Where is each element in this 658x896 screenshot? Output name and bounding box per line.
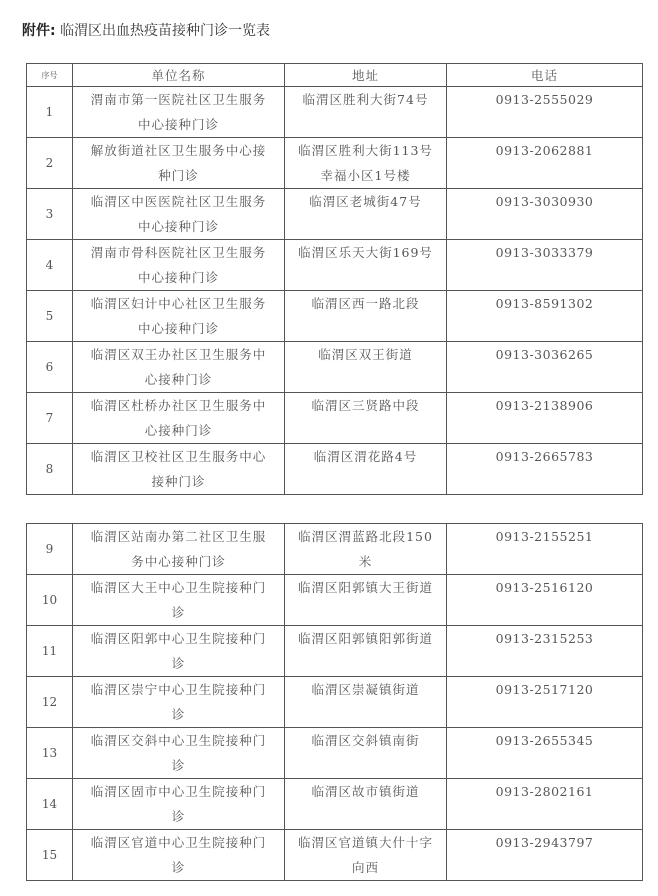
- row-seq: 14: [27, 779, 73, 830]
- row-address-line: 临渭区双王街道: [318, 347, 413, 362]
- row-address: [285, 189, 447, 240]
- row-unit-name-line: 诊: [171, 809, 186, 824]
- row-unit-name-line: 务中心接种门诊: [131, 554, 226, 569]
- row-address-line: 临渭区三贤路中段: [311, 398, 420, 413]
- row-seq: 15: [27, 830, 73, 881]
- row-unit-name: [73, 393, 285, 444]
- row-address-line: 临渭区官道镇大什十字: [297, 835, 433, 850]
- table-row: [27, 677, 643, 728]
- row-seq: 8: [27, 444, 73, 495]
- table-row: [27, 444, 643, 495]
- row-unit-name-line: 接种门诊: [151, 474, 206, 489]
- clinic-table-page-1: [26, 63, 643, 495]
- row-address: [285, 779, 447, 830]
- row-unit-name-line: 中心接种门诊: [137, 117, 219, 132]
- row-seq: 3: [27, 189, 73, 240]
- row-unit-name-line: 临渭区大王中心卫生院接种门: [90, 580, 267, 595]
- row-phone: 0913-2138906: [447, 393, 643, 444]
- row-address-line: 临渭区乐天大街169号: [298, 245, 433, 260]
- row-unit-name: [73, 626, 285, 677]
- row-unit-name-line: 临渭区中医医院社区卫生服务: [90, 194, 267, 209]
- row-unit-name: [73, 189, 285, 240]
- row-phone: 0913-3033379: [447, 240, 643, 291]
- row-address-line: 临渭区老城街47号: [309, 194, 422, 209]
- row-address-line: 临渭区西一路北段: [311, 296, 420, 311]
- row-address-line: 临渭区胜利大街113号: [298, 143, 433, 158]
- table-row: [27, 626, 643, 677]
- row-address: [285, 677, 447, 728]
- row-unit-name-line: 渭南市第一医院社区卫生服务: [90, 92, 267, 107]
- row-address: [285, 291, 447, 342]
- document-heading: [22, 20, 270, 40]
- row-unit-name-line: 临渭区阳郭中心卫生院接种门: [90, 631, 267, 646]
- heading-lead: 附件: [22, 23, 50, 39]
- row-unit-name: [73, 779, 285, 830]
- table-row: [27, 779, 643, 830]
- table-body-page-1: [27, 87, 643, 495]
- heading-colon: :: [50, 23, 56, 39]
- row-unit-name: [73, 830, 285, 881]
- row-unit-name-line: 临渭区崇宁中心卫生院接种门: [90, 682, 267, 697]
- row-unit-name: [73, 87, 285, 138]
- table-row: [27, 291, 643, 342]
- row-address-line: 临渭区阳郭镇大王街道: [297, 580, 433, 595]
- row-address: [285, 728, 447, 779]
- row-address: [285, 575, 447, 626]
- row-unit-name: [73, 342, 285, 393]
- row-address-line: 向西: [351, 860, 379, 875]
- row-address: [285, 342, 447, 393]
- row-unit-name-line: 诊: [171, 707, 186, 722]
- row-phone: 0913-2555029: [447, 87, 643, 138]
- row-unit-name: [73, 240, 285, 291]
- table-body-page-2: [27, 524, 643, 881]
- header-phone: 电话: [447, 64, 643, 87]
- row-phone: 0913-8591302: [447, 291, 643, 342]
- row-address-line: 临渭区渭蓝路北段150: [298, 529, 433, 544]
- row-phone: 0913-2155251: [447, 524, 643, 575]
- row-address: [285, 524, 447, 575]
- row-address-line: 米: [358, 554, 373, 569]
- table-row: [27, 575, 643, 626]
- row-unit-name-line: 临渭区站南办第二社区卫生服: [90, 529, 267, 544]
- row-seq: 10: [27, 575, 73, 626]
- row-address-line: 临渭区渭花路4号: [313, 449, 418, 464]
- row-address: [285, 138, 447, 189]
- row-unit-name-line: 诊: [171, 860, 186, 875]
- row-unit-name-line: 渭南市骨科医院社区卫生服务: [90, 245, 267, 260]
- row-address-line: 临渭区故市镇街道: [311, 784, 420, 799]
- row-phone: 0913-2802161: [447, 779, 643, 830]
- table-row: [27, 342, 643, 393]
- row-address: [285, 830, 447, 881]
- header-name: 单位名称: [73, 64, 285, 87]
- row-unit-name-line: 诊: [171, 758, 186, 773]
- table-row: [27, 524, 643, 575]
- row-seq: 9: [27, 524, 73, 575]
- row-unit-name-line: 临渭区双王办社区卫生服务中: [90, 347, 267, 362]
- row-address: [285, 393, 447, 444]
- row-unit-name-line: 中心接种门诊: [137, 270, 219, 285]
- row-seq: 7: [27, 393, 73, 444]
- table-row: [27, 728, 643, 779]
- row-unit-name-line: 临渭区交斜中心卫生院接种门: [90, 733, 267, 748]
- row-unit-name-line: 诊: [171, 656, 186, 671]
- row-unit-name-line: 临渭区杜桥办社区卫生服务中: [90, 398, 267, 413]
- row-seq: 11: [27, 626, 73, 677]
- row-unit-name-line: 临渭区官道中心卫生院接种门: [90, 835, 267, 850]
- row-phone: 0913-2655345: [447, 728, 643, 779]
- row-unit-name-line: 临渭区固市中心卫生院接种门: [90, 784, 267, 799]
- row-phone: 0913-3030930: [447, 189, 643, 240]
- row-unit-name: [73, 138, 285, 189]
- row-phone: 0913-2943797: [447, 830, 643, 881]
- row-address: [285, 240, 447, 291]
- row-address-line: 临渭区胜利大街74号: [302, 92, 429, 107]
- row-unit-name-line: 种门诊: [158, 168, 199, 183]
- row-address-line: 幸福小区1号楼: [320, 168, 411, 183]
- row-unit-name-line: 中心接种门诊: [137, 321, 219, 336]
- row-address: [285, 444, 447, 495]
- row-unit-name-line: 临渭区卫校社区卫生服务中心: [90, 449, 267, 464]
- table-row: [27, 87, 643, 138]
- row-seq: 4: [27, 240, 73, 291]
- table-row: [27, 240, 643, 291]
- table-row: [27, 393, 643, 444]
- row-address-line: 临渭区阳郭镇阳郭街道: [297, 631, 433, 646]
- row-seq: 1: [27, 87, 73, 138]
- row-address-line: 临渭区交斜镇南街: [311, 733, 420, 748]
- row-address: [285, 626, 447, 677]
- row-unit-name-line: 心接种门诊: [144, 423, 213, 438]
- row-unit-name: [73, 524, 285, 575]
- row-unit-name: [73, 444, 285, 495]
- row-unit-name: [73, 291, 285, 342]
- row-unit-name: [73, 728, 285, 779]
- row-seq: 2: [27, 138, 73, 189]
- row-phone: 0913-2315253: [447, 626, 643, 677]
- clinic-table-page-2: [26, 523, 643, 881]
- row-phone: 0913-2665783: [447, 444, 643, 495]
- row-unit-name: [73, 677, 285, 728]
- heading-title: 临渭区出血热疫苗接种门诊一览表: [60, 23, 271, 39]
- row-unit-name-line: 中心接种门诊: [137, 219, 219, 234]
- row-seq: 6: [27, 342, 73, 393]
- header-seq: 序号: [27, 64, 73, 87]
- row-seq: 12: [27, 677, 73, 728]
- row-unit-name-line: 心接种门诊: [144, 372, 213, 387]
- row-address-line: 临渭区崇凝镇街道: [311, 682, 420, 697]
- table-row: [27, 138, 643, 189]
- row-phone: 0913-2517120: [447, 677, 643, 728]
- row-unit-name-line: 诊: [171, 605, 186, 620]
- row-seq: 13: [27, 728, 73, 779]
- table-row: [27, 189, 643, 240]
- table-row: [27, 830, 643, 881]
- row-phone: 0913-2516120: [447, 575, 643, 626]
- header-address: 地址: [285, 64, 447, 87]
- row-seq: 5: [27, 291, 73, 342]
- table-header-row: [27, 64, 643, 87]
- row-unit-name: [73, 575, 285, 626]
- row-unit-name-line: 解放街道社区卫生服务中心接: [90, 143, 267, 158]
- row-phone: 0913-3036265: [447, 342, 643, 393]
- row-address: [285, 87, 447, 138]
- row-unit-name-line: 临渭区妇计中心社区卫生服务: [90, 296, 267, 311]
- row-phone: 0913-2062881: [447, 138, 643, 189]
